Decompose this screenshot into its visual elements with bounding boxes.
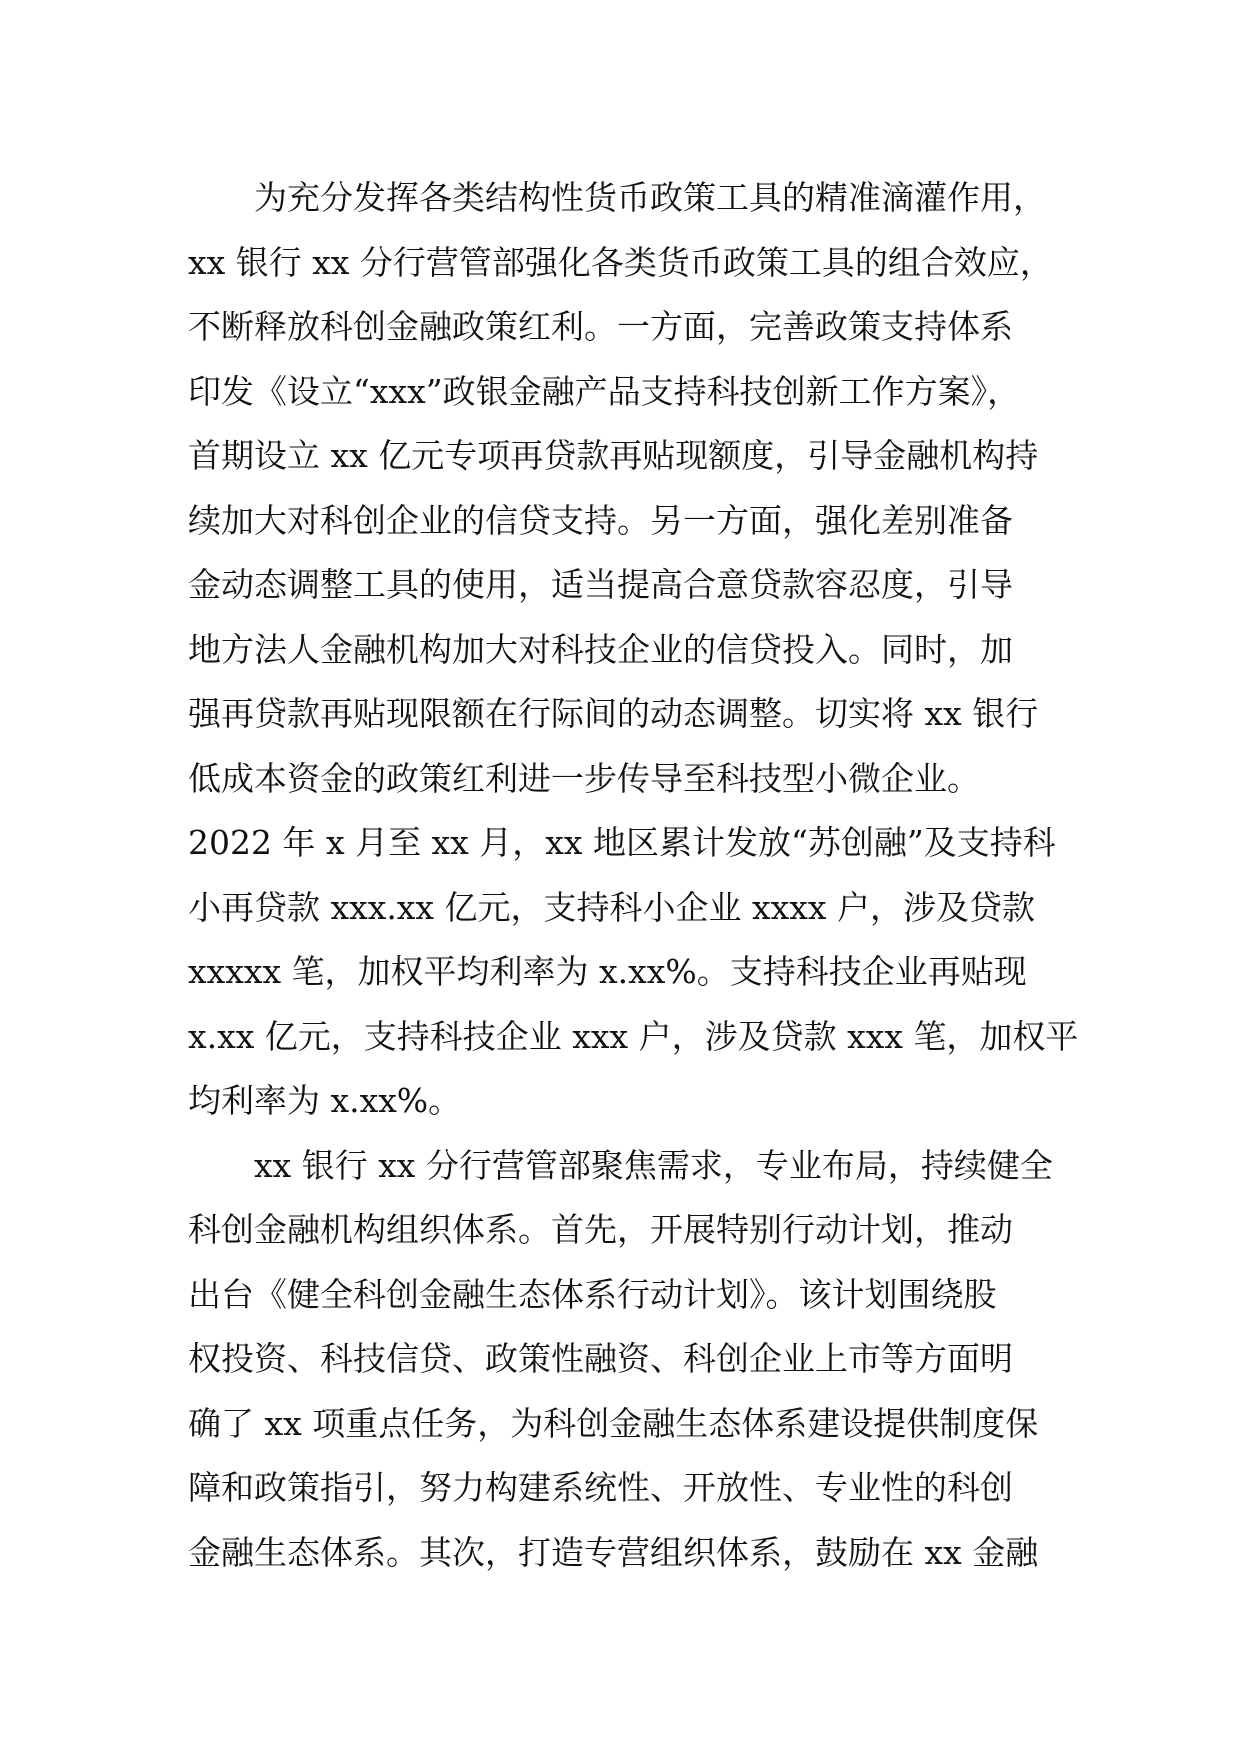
- paragraph-line: 强再贷款再贴现限额在行际间的动态调整。切实将 xx 银行: [188, 694, 1039, 733]
- paragraph-line: 出台《健全科创金融生态体系行动计划》。该计划围绕股: [188, 1274, 997, 1314]
- paragraph-line: 2022 年 x 月至 xx 月，xx 地区累计发放“苏创融”及支持科: [188, 823, 1056, 862]
- paragraph-line: x.xx 亿元，支持科技企业 xxx 户，涉及贷款 xxx 笔，加权平: [188, 1016, 1079, 1056]
- paragraph-line: 不断释放科创金融政策红利。一方面，完善政策支持体系: [188, 307, 1013, 346]
- paragraph-line: 障和政策指引，努力构建系统性、开放性、专业性的科创: [188, 1468, 1013, 1507]
- paragraph-line: 均利率为 x.xx%。: [188, 1081, 462, 1120]
- paragraph-1: [188, 166, 1079, 1134]
- paragraph-line: 首期设立 xx 亿元专项再贷款再贴现额度，引导金融机构持: [188, 436, 1039, 475]
- paragraph-line: 地方法人金融机构加大对科技企业的信贷投入。同时，加: [188, 629, 1013, 669]
- paragraph-line: 为充分发挥各类结构性货币政策工具的精准滴灌作用，: [254, 178, 1046, 217]
- paragraph-line: 金融生态体系。其次，打造专营组织体系，鼓励在 xx 金融: [188, 1532, 1039, 1572]
- paragraph-line: 确了 xx 项重点任务，为科创金融生态体系建设提供制度保: [188, 1403, 1039, 1443]
- paragraph-line: xx 银行 xx 分行营管部强化各类货币政策工具的组合效应，: [188, 242, 1053, 282]
- paragraph-2: [188, 1134, 1052, 1586]
- paragraph-line: 小再贷款 xxx.xx 亿元，支持科小企业 xxxx 户，涉及贷款: [188, 887, 1035, 927]
- paragraph-line: xx 银行 xx 分行营管部聚焦需求，专业布局，持续健全: [254, 1145, 1053, 1185]
- paragraph-line: 印发《设立“xxx”政银金融产品支持科技创新工作方案》，: [188, 371, 1021, 411]
- paragraph-line: 低成本资金的政策红利进一步传导至科技型小微企业。: [188, 758, 980, 798]
- document-body: [188, 166, 1079, 1585]
- paragraph-line: 金动态调整工具的使用，适当提高合意贷款容忍度，引导: [188, 565, 1013, 604]
- paragraph-line: xxxxx 笔，加权平均利率为 x.xx%。支持科技企业再贴现: [188, 952, 1027, 991]
- paragraph-line: 科创金融机构组织体系。首先，开展特别行动计划，推动: [188, 1210, 1013, 1249]
- paragraph-line: 权投资、科技信贷、政策性融资、科创企业上市等方面明: [188, 1339, 1013, 1378]
- paragraph-line: 续加大对科创企业的信贷支持。另一方面，强化差别准备: [188, 500, 1013, 540]
